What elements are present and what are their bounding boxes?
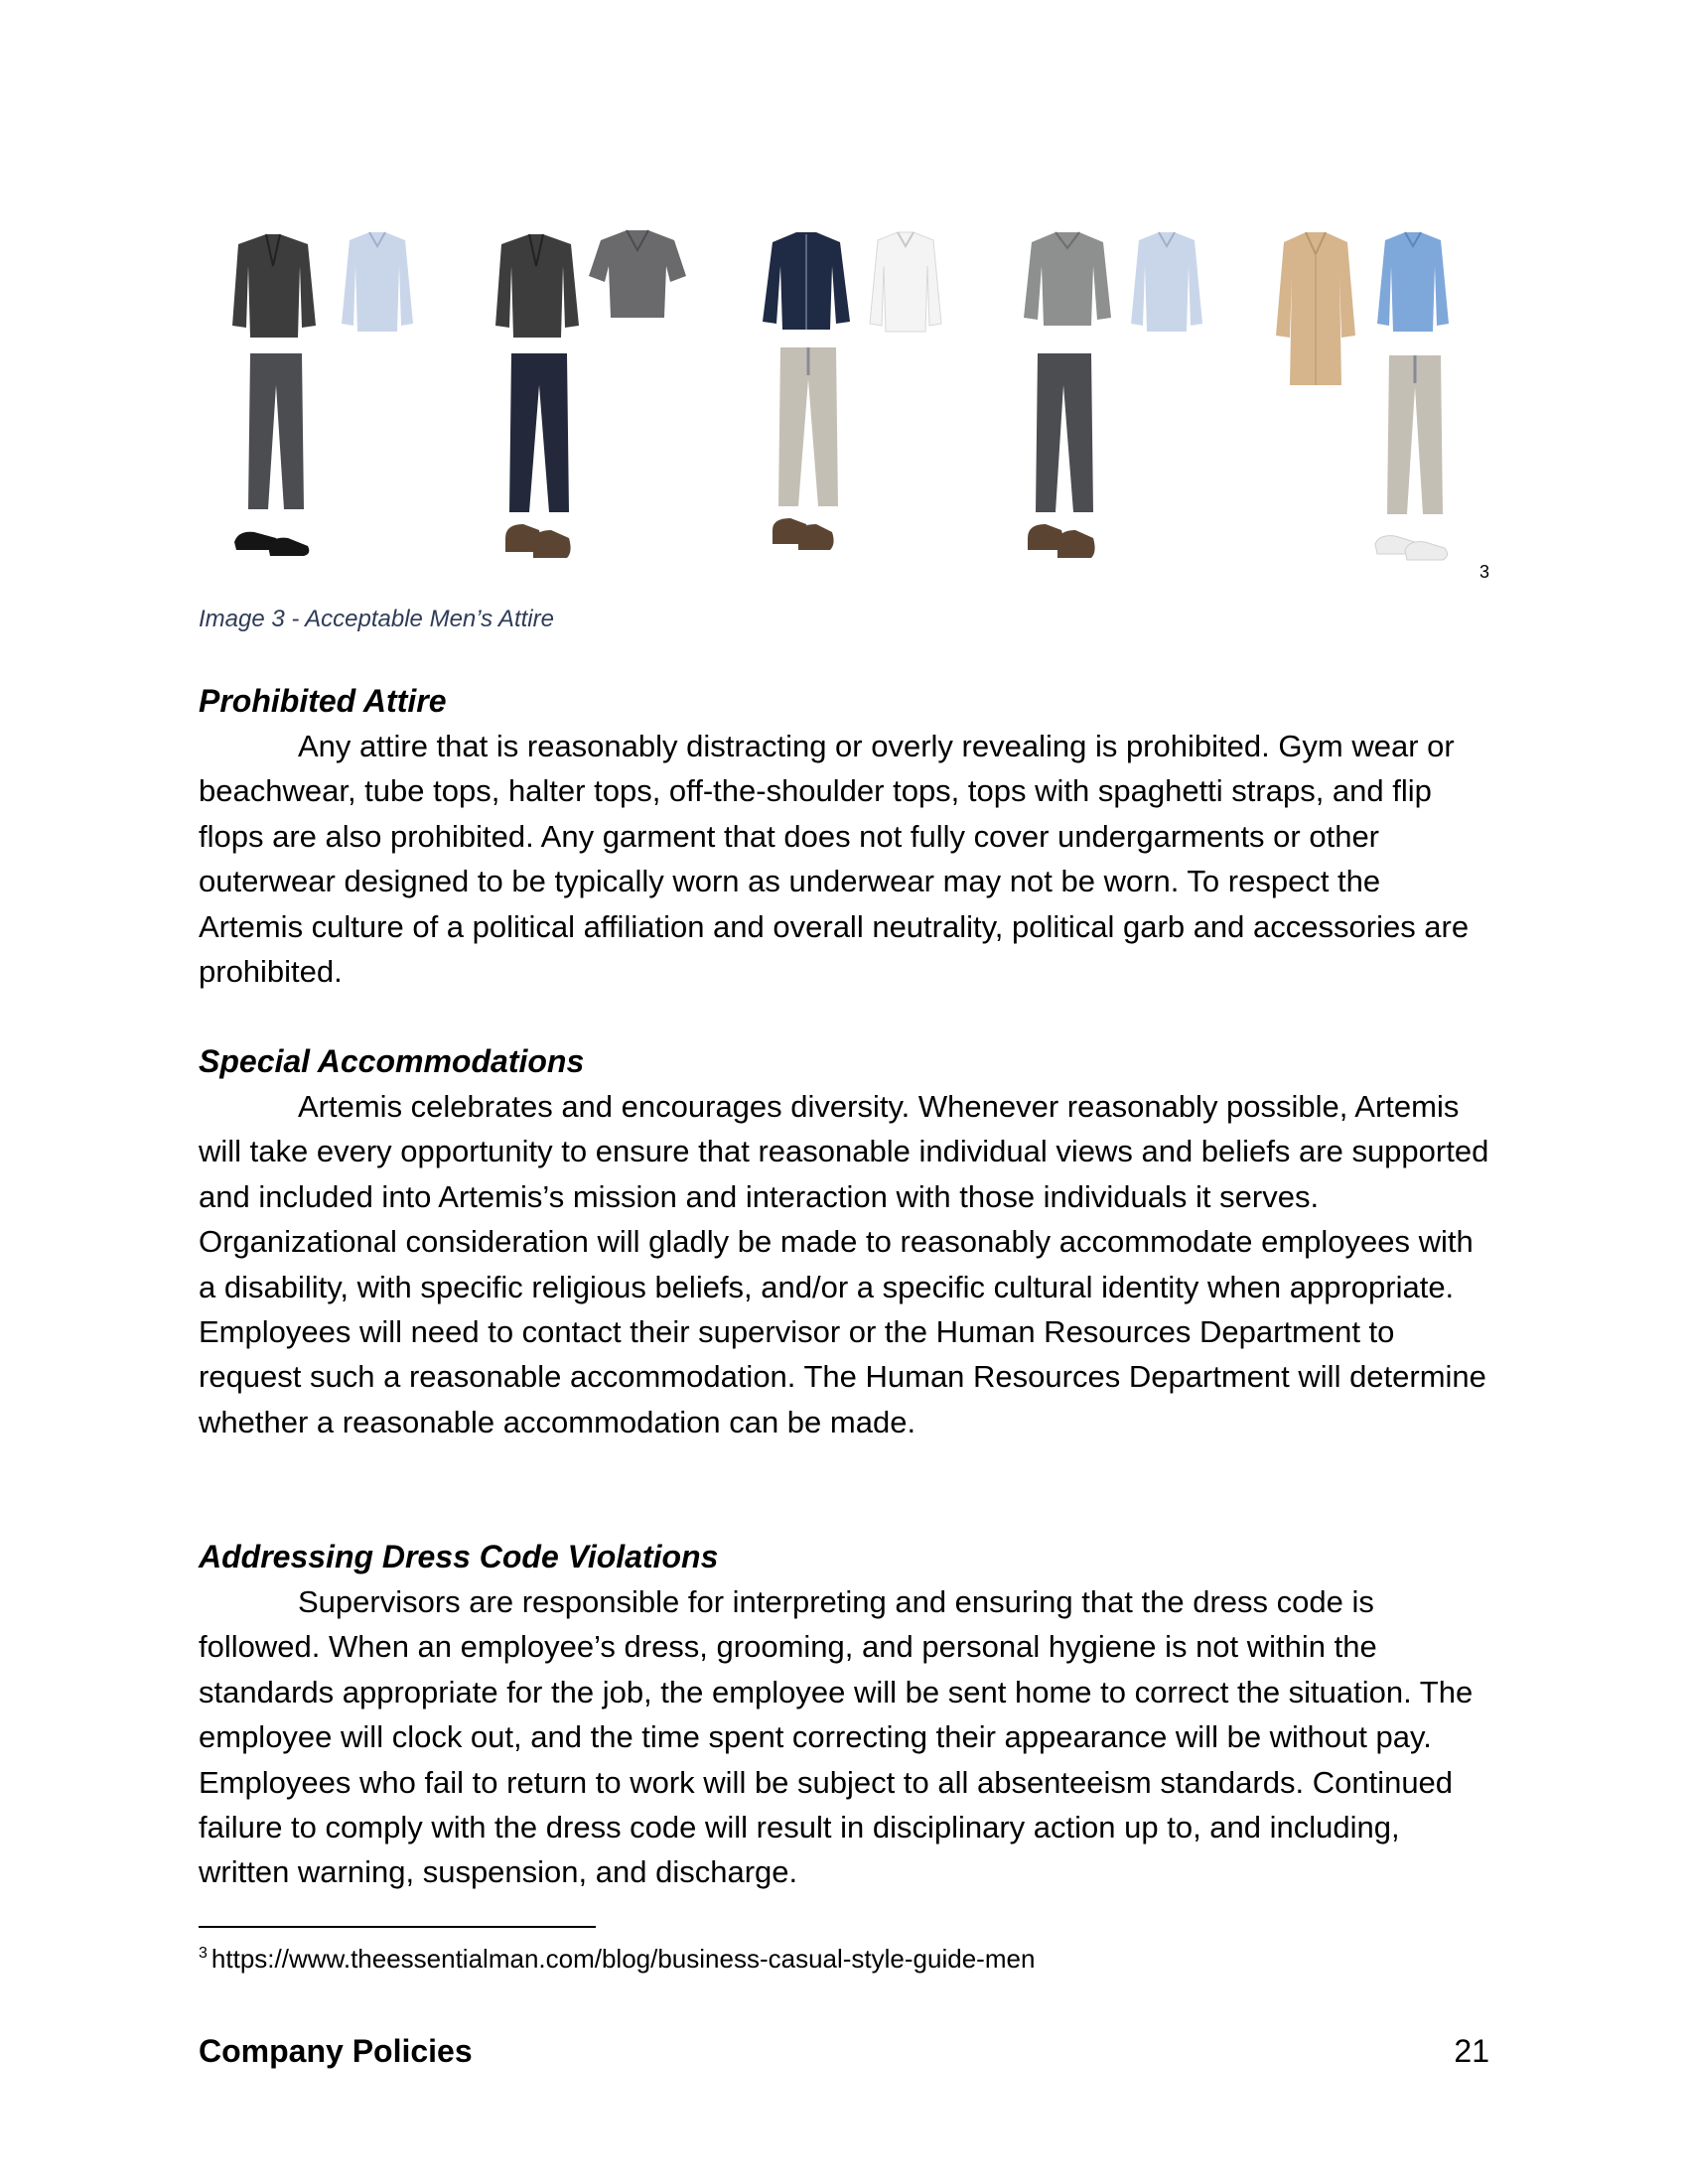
loafers-icon xyxy=(234,532,309,556)
section-heading: Special Accommodations xyxy=(199,1043,585,1079)
footnote-divider xyxy=(199,1926,596,1928)
chukka-boots-icon xyxy=(773,518,834,550)
chukka-boots-icon xyxy=(1028,524,1095,558)
figure-caption: Image 3 - Acceptable Men’s Attire xyxy=(199,606,554,632)
section-prohibited-attire xyxy=(199,679,1489,994)
trench-coat-icon xyxy=(1276,232,1355,385)
sweater-icon xyxy=(1024,232,1111,326)
acceptable-attire-figure xyxy=(199,226,1489,584)
section-body: Supervisors are responsible for interpreting and ensuring that the dress code is followed. When an employee’s dress, grooming, and personal hygiene is not within the standards appropriate for the job, the employee will be sent home to correct the situation. The employee will clock out, and the time spent correcting their appearance will be without pay. Employees who fail to return to work will be subject to all absenteeism standards. Continued failure to comply with the dress code will result in disciplinary action up to, and including, written warning, suspension, and discharge. xyxy=(199,1584,1474,1890)
dress-shirt-icon xyxy=(342,232,413,332)
section-special-accommodations xyxy=(199,1039,1489,1444)
chukka-boots-icon xyxy=(505,524,571,558)
outfit-5 xyxy=(1256,226,1484,584)
footer-title: Company Policies xyxy=(199,2033,473,2069)
footnote-link[interactable]: https://www.theessentialman.com/blog/business-casual-style-guide-men xyxy=(211,1944,1036,1974)
chinos-icon xyxy=(1387,355,1443,514)
outfit-1 xyxy=(218,226,447,584)
trousers-icon xyxy=(1036,353,1093,512)
bomber-jacket-icon xyxy=(763,232,850,330)
dress-shirt-icon xyxy=(1377,232,1449,332)
outfit-3 xyxy=(747,226,975,584)
outfit-4 xyxy=(1008,226,1236,584)
blazer-icon xyxy=(495,234,579,338)
section-heading: Prohibited Attire xyxy=(199,683,447,719)
dress-shirt-icon xyxy=(870,232,941,332)
blazer-icon xyxy=(232,234,316,338)
section-heading: Addressing Dress Code Violations xyxy=(199,1539,719,1574)
section-body: Any attire that is reasonably distracting or overly revealing is prohibited. Gym wear or beachwear, tube tops, halter tops, off-the-shoulder tops, tops with spaghetti straps, and flip flops are also prohibited. Any garment that does not fully cover undergarments or other outerwear designed to be typically worn as underwear may not be worn. To respect the Artemis culture of a political affiliation and overall neutrality, political garb and accessories are prohibited. xyxy=(199,729,1470,990)
section-addressing-violations xyxy=(199,1535,1489,1895)
polo-shirt-icon xyxy=(589,230,686,318)
trousers-icon xyxy=(248,353,304,509)
section-body: Artemis celebrates and encourages diversity. Whenever reasonably possible, Artemis will take every opportunity to ensure that reasonable individual views and beliefs are supported and included into Artemis’s mission and interaction with those individuals it serves. Organizational consideration will gladly be made to reasonably accommodate employees with a disability, with specific religious beliefs, and/or a specific cultural identity when appropriate. Employees will need to contact their supervisor or the Human Resources Department to request such a reasonable accommodation. The Human Resources Department will determine whether a reasonable accommodation can be made. xyxy=(199,1089,1489,1439)
outfit-2 xyxy=(482,226,710,584)
figure-footnote-marker: 3 xyxy=(1479,562,1490,582)
sneakers-icon xyxy=(1375,536,1448,560)
page-number: 21 xyxy=(1454,2033,1489,2069)
chinos-icon xyxy=(778,347,838,506)
jeans-icon xyxy=(509,353,569,512)
dress-shirt-icon xyxy=(1131,232,1202,332)
footnote xyxy=(199,1944,1035,1975)
footnote-number: 3 xyxy=(199,1945,208,1963)
